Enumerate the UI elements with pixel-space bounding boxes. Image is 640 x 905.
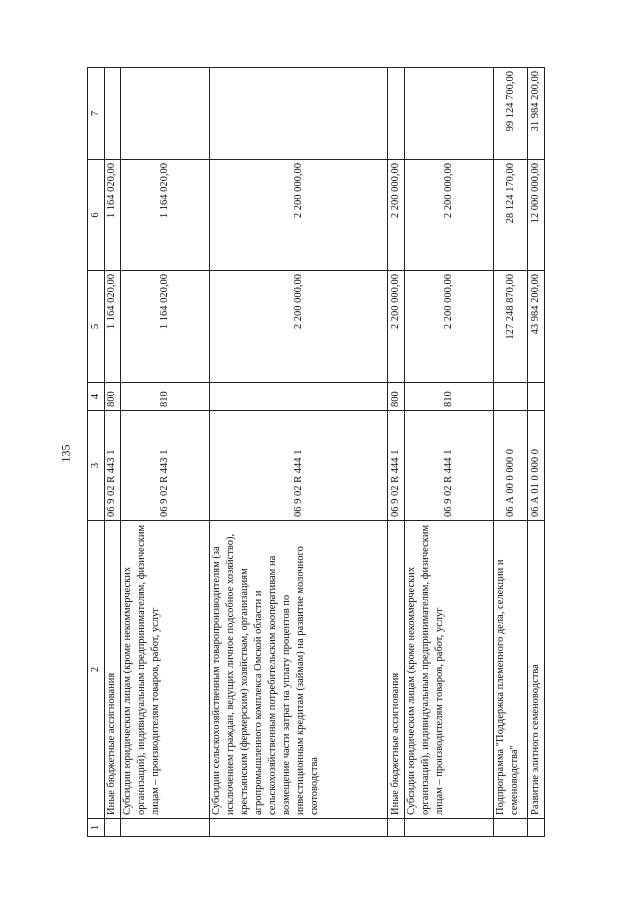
row-expense-type: 810 bbox=[121, 383, 210, 411]
page-number: 135 bbox=[58, 444, 73, 463]
row-description: Подпрограмма "Поддержка племенного дела, селекции и семеноводства" bbox=[494, 521, 528, 819]
row-index-cell bbox=[388, 819, 405, 837]
row-value-6: 28 124 170,00 bbox=[494, 160, 528, 271]
row-code: 06 А 00 0 000 0 bbox=[494, 411, 528, 521]
row-index-cell bbox=[404, 819, 493, 837]
table-row bbox=[210, 68, 388, 837]
row-value-7 bbox=[121, 68, 210, 160]
row-description: Развитие элитного семеноводства bbox=[528, 521, 545, 819]
table-row bbox=[121, 68, 210, 837]
row-index-cell bbox=[528, 819, 545, 837]
header-cell-7: 7 bbox=[88, 68, 105, 160]
table-row bbox=[528, 68, 545, 837]
row-value-7: 99 124 700,00 bbox=[494, 68, 528, 160]
table-row bbox=[404, 68, 493, 837]
header-row bbox=[88, 68, 105, 837]
row-value-7 bbox=[388, 68, 405, 160]
header-cell-4: 4 bbox=[88, 383, 105, 411]
row-description: Иные бюджетные ассигнования bbox=[104, 521, 121, 819]
row-value-7: 31 984 200,00 bbox=[528, 68, 545, 160]
row-expense-type bbox=[528, 383, 545, 411]
row-expense-type bbox=[210, 383, 388, 411]
row-description: Субсидии юридическим лицам (кроме некоммерческих организаций), индивидуальным предпринимателям, физическим лицам – производителям товаров, работ, услуг bbox=[121, 521, 210, 819]
row-index-cell bbox=[121, 819, 210, 837]
row-value-5: 1 164 020,00 bbox=[121, 271, 210, 383]
header-cell-3: 3 bbox=[88, 411, 105, 521]
table-row bbox=[104, 68, 121, 837]
row-code: 06 А 01 0 000 0 bbox=[528, 411, 545, 521]
row-value-7 bbox=[210, 68, 388, 160]
row-value-5: 1 164 020,00 bbox=[104, 271, 121, 383]
row-description: Субсидии сельскохозяйственным товаропроизводителям (за исключением граждан, ведущих личное подсобное хозяйство), крестьянским (фермерским) хозяйствам, организациям агропромышленного комплекса Омской области и сельскохозяйственным потребительским кооперативам на возмещение части затрат на уплату процентов по инвестиционным кредитам (займам) на развитие молочного скотоводства bbox=[210, 521, 388, 819]
header-cell-6: 6 bbox=[88, 160, 105, 271]
header-cell-1: 1 bbox=[88, 819, 105, 837]
row-value-6: 2 200 000,00 bbox=[404, 160, 493, 271]
row-index-cell bbox=[494, 819, 528, 837]
row-index-cell bbox=[210, 819, 388, 837]
row-expense-type bbox=[494, 383, 528, 411]
row-value-7 bbox=[404, 68, 493, 160]
row-index-cell bbox=[104, 819, 121, 837]
row-description: Иные бюджетные ассигнования bbox=[388, 521, 405, 819]
row-code: 06 9 02 R 444 1 bbox=[210, 411, 388, 521]
header-cell-5: 5 bbox=[88, 271, 105, 383]
row-value-6: 2 200 000,00 bbox=[210, 160, 388, 271]
budget-table bbox=[87, 67, 545, 837]
row-value-6: 12 000 000,00 bbox=[528, 160, 545, 271]
row-value-5: 43 984 200,00 bbox=[528, 271, 545, 383]
table-row bbox=[494, 68, 528, 837]
row-code: 06 9 02 R 444 1 bbox=[404, 411, 493, 521]
row-code: 06 9 02 R 444 1 bbox=[388, 411, 405, 521]
row-expense-type: 810 bbox=[404, 383, 493, 411]
row-value-6: 1 164 020,00 bbox=[121, 160, 210, 271]
row-value-5: 127 248 870,00 bbox=[494, 271, 528, 383]
row-value-6: 2 200 000,00 bbox=[388, 160, 405, 271]
row-description: Субсидии юридическим лицам (кроме некоммерческих организаций), индивидуальным предпринимателям, физическим лицам – производителям товаров, работ, услуг bbox=[404, 521, 493, 819]
row-value-5: 2 200 000,00 bbox=[388, 271, 405, 383]
row-code: 06 9 02 R 443 1 bbox=[121, 411, 210, 521]
row-expense-type: 800 bbox=[104, 383, 121, 411]
row-value-6: 1 164 020,00 bbox=[104, 160, 121, 271]
budget-table-rotated bbox=[87, 68, 545, 837]
row-value-5: 2 200 000,00 bbox=[210, 271, 388, 383]
row-code: 06 9 02 R 443 1 bbox=[104, 411, 121, 521]
header-cell-2: 2 bbox=[88, 521, 105, 819]
row-value-5: 2 200 000,00 bbox=[404, 271, 493, 383]
row-value-7 bbox=[104, 68, 121, 160]
row-expense-type: 800 bbox=[388, 383, 405, 411]
table-row bbox=[388, 68, 405, 837]
